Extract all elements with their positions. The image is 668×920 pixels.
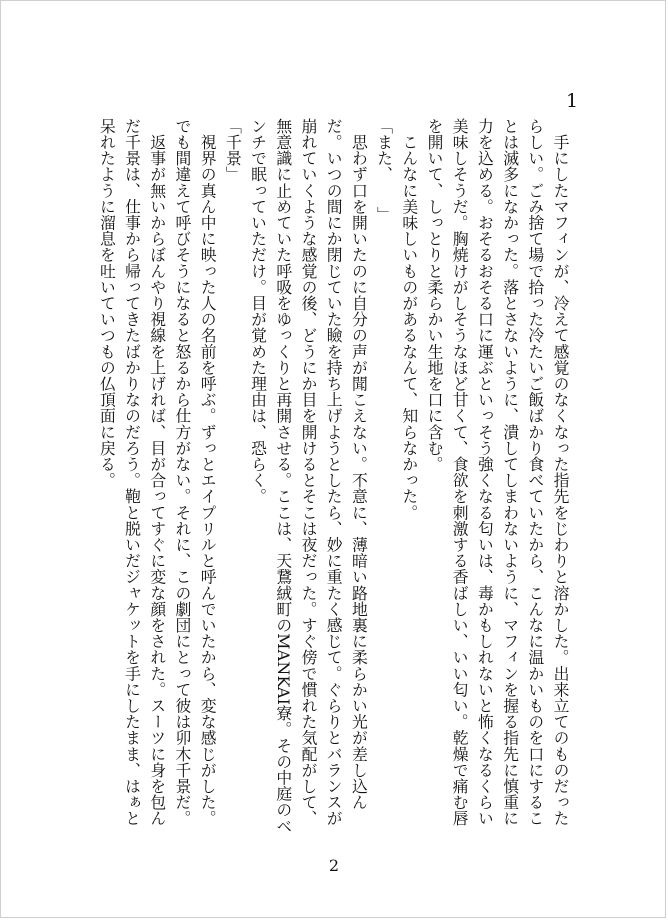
chapter-number: 1 [566,90,579,112]
paragraph: 手にしたマフィンが、冷えて感覚のなくなった指先をじわりと溶かした。出来立てのものだったらしい。ごみ捨て場で拾った冷たいご飯ばかり食べていたから、こんなに温かいものを口にすることは滅多になかった。落とさないように、潰してしまわないように、マフィンを握る指先に慎重に力を込める。おそるおそる口に運ぶといっそう強くなる匂いは、毒かもしれないと怖くなるくらい美味しそうだ。胸焼けがしそうなほど甘くて、食欲を刺激する香ばしい、いい匂い。乾燥で痛む唇を開いて、しっとりと柔らかい生地を口に含む。 [424,118,570,827]
paragraph: 「また、 」 [374,118,394,223]
paragraph: 視界の真ん中に映った人の名前を呼ぶ。ずっとエイプリルと呼んでいたから、変な感じがした。でも間違えて呼びそうになると怒るから仕方がない。それに、この劇団にとって彼は卯木千景だ。 [172,118,218,827]
paragraph: 思わず口を開いたのに自分の声が聞こえない。不意に、薄暗い路地裏に柔らかい光が差し込んだ。いつの間にか閉じていた瞼を持ち上げようとしたら、妙に重たく感じて。ぐらりとバランスが崩れていくような感覚の後、どうにか目を開けるとそこは夜だった。すぐ傍で慣れた気配がして、無意識に止めていた呼吸をゆっくりと再開させる。ここは、天鵞絨町のMANKAI寮。その中庭のベンチで眠っていただけ。目が覚めた理由は、恐らく。 [248,118,369,835]
body-text [94,118,573,838]
paragraph: 「千景」 [223,118,243,183]
paragraph: 返事が無いからぼんやり視線を上げれば、目が合ってすぐに変な顔をされた。スーツに身を包んだ千景は、仕事から帰ってきたばかりなのだろう。鞄と脱いだジャケットを手にしたまま、はぁと呆れたように溜息を吐いていつもの仏頂面に戻る。 [97,118,167,827]
paragraph: こんなに美味しいものがあるなんて、知らなかった。 [399,118,419,521]
page-number: 2 [328,856,340,875]
